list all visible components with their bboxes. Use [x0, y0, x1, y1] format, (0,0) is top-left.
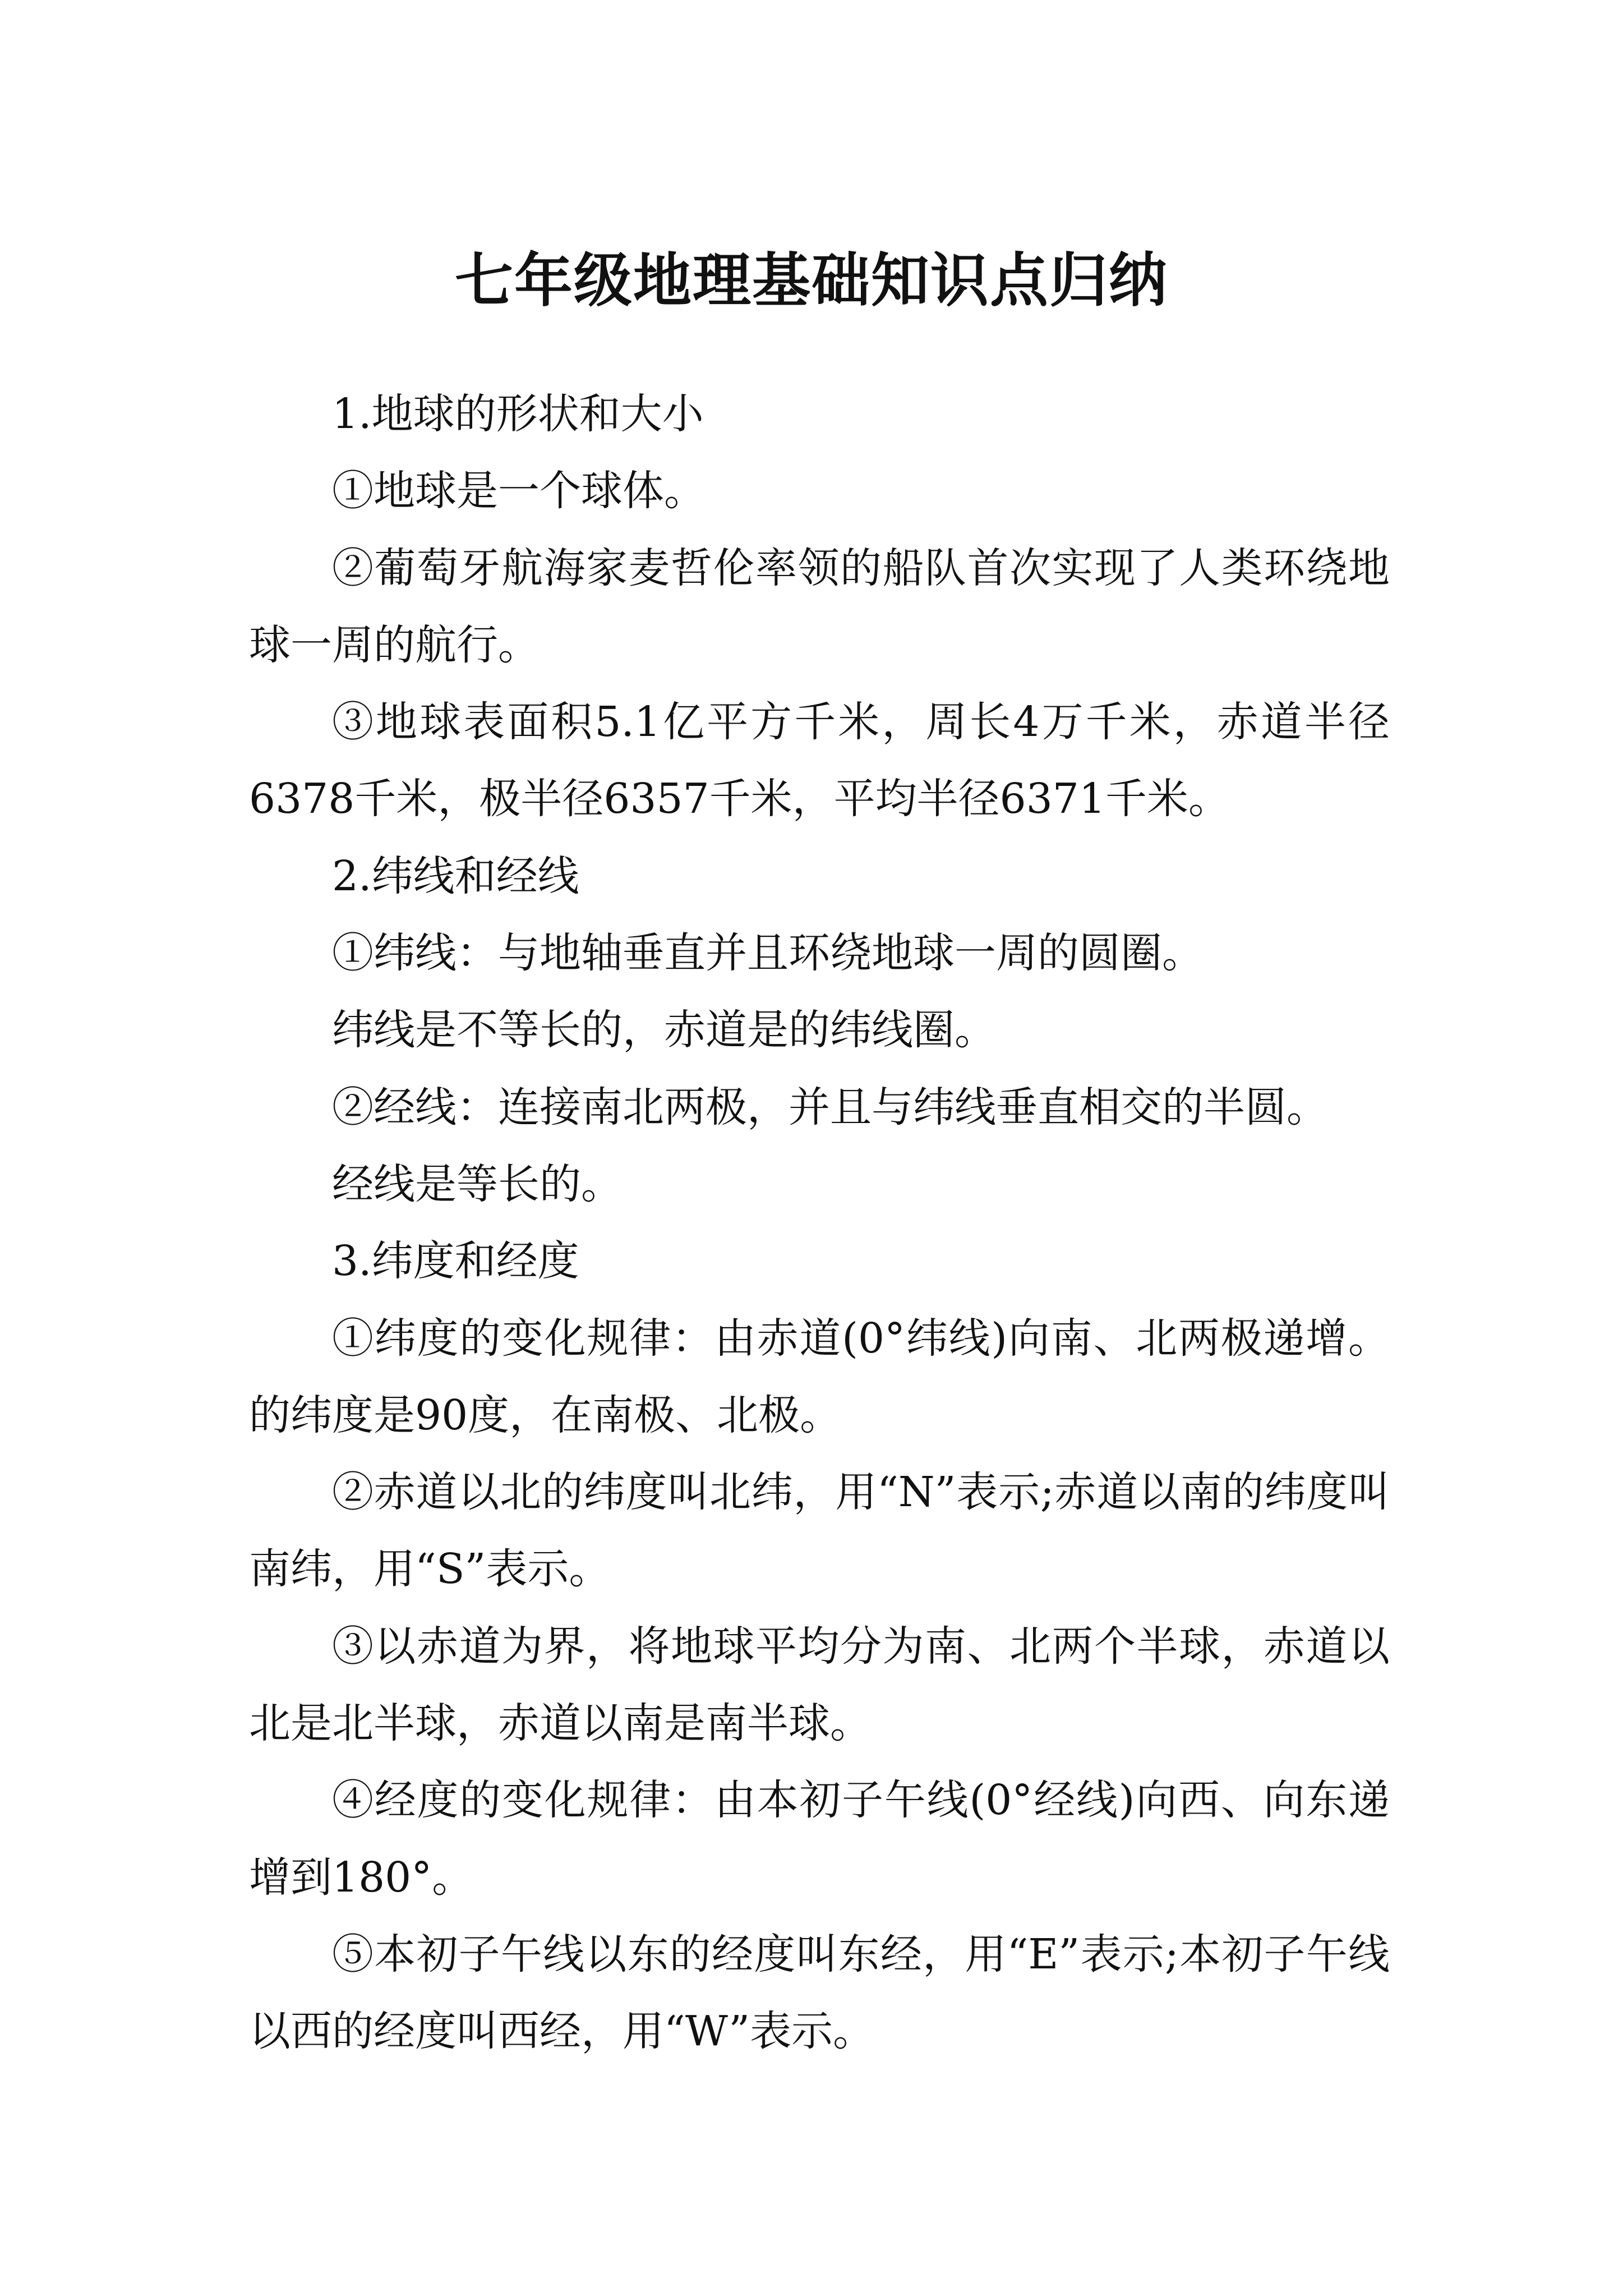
- paragraph-north-south-latitude: ②赤道以北的纬度叫北纬，用“N”表示;赤道以南的纬度叫南纬，用“S”表示。: [249, 1468, 1390, 1594]
- paragraph-latitude-rule: ①纬度的变化规律：由赤道(0°纬线)向南、北两极递增。的纬度是90度，在南极、北极。: [249, 1314, 1390, 1439]
- paragraph-longitude-rule: ④经度的变化规律：由本初子午线(0°经线)向西、向东递增到180°。: [249, 1776, 1390, 1902]
- section-heading-lines: 2.纬线和经线: [332, 852, 579, 900]
- paragraph-earth-sphere: ①地球是一个球体。: [332, 467, 706, 516]
- paragraph-longitude-length: 经线是等长的。: [332, 1159, 623, 1208]
- paragraph-latitude-line: ①纬线：与地轴垂直并且环绕地球一周的圆圈。: [332, 929, 1204, 978]
- paragraph-hemispheres: ③以赤道为界，将地球平均分为南、北两个半球，赤道以北是北半球，赤道以南是南半球。: [249, 1622, 1390, 1748]
- section-heading-shape-size: 1.地球的形状和大小: [332, 390, 704, 438]
- paragraph-longitude-line: ②经线：连接南北两极，并且与纬线垂直相交的半圆。: [332, 1083, 1328, 1131]
- paragraph-east-west-longitude: ⑤本初子午线以东的经度叫东经，用“E”表示;本初子午线以西的经度叫西经，用“W”表示。: [249, 1930, 1390, 2056]
- paragraph-latitude-length: 纬线是不等长的，赤道是的纬线圈。: [332, 1006, 996, 1055]
- paragraph-earth-dimensions: ③地球表面积5.1亿平方千米，周长4万千米，赤道半径6378千米，极半径6357千米，平均半径6371千米。: [249, 698, 1390, 823]
- document-body: [249, 376, 1390, 2070]
- paragraph-magellan: ②葡萄牙航海家麦哲伦率领的船队首次实现了人类环绕地球一周的航行。: [249, 544, 1390, 669]
- document-title: 七年级地理基础知识点归纳: [454, 245, 1168, 315]
- section-heading-degrees: 3.纬度和经度: [332, 1237, 579, 1286]
